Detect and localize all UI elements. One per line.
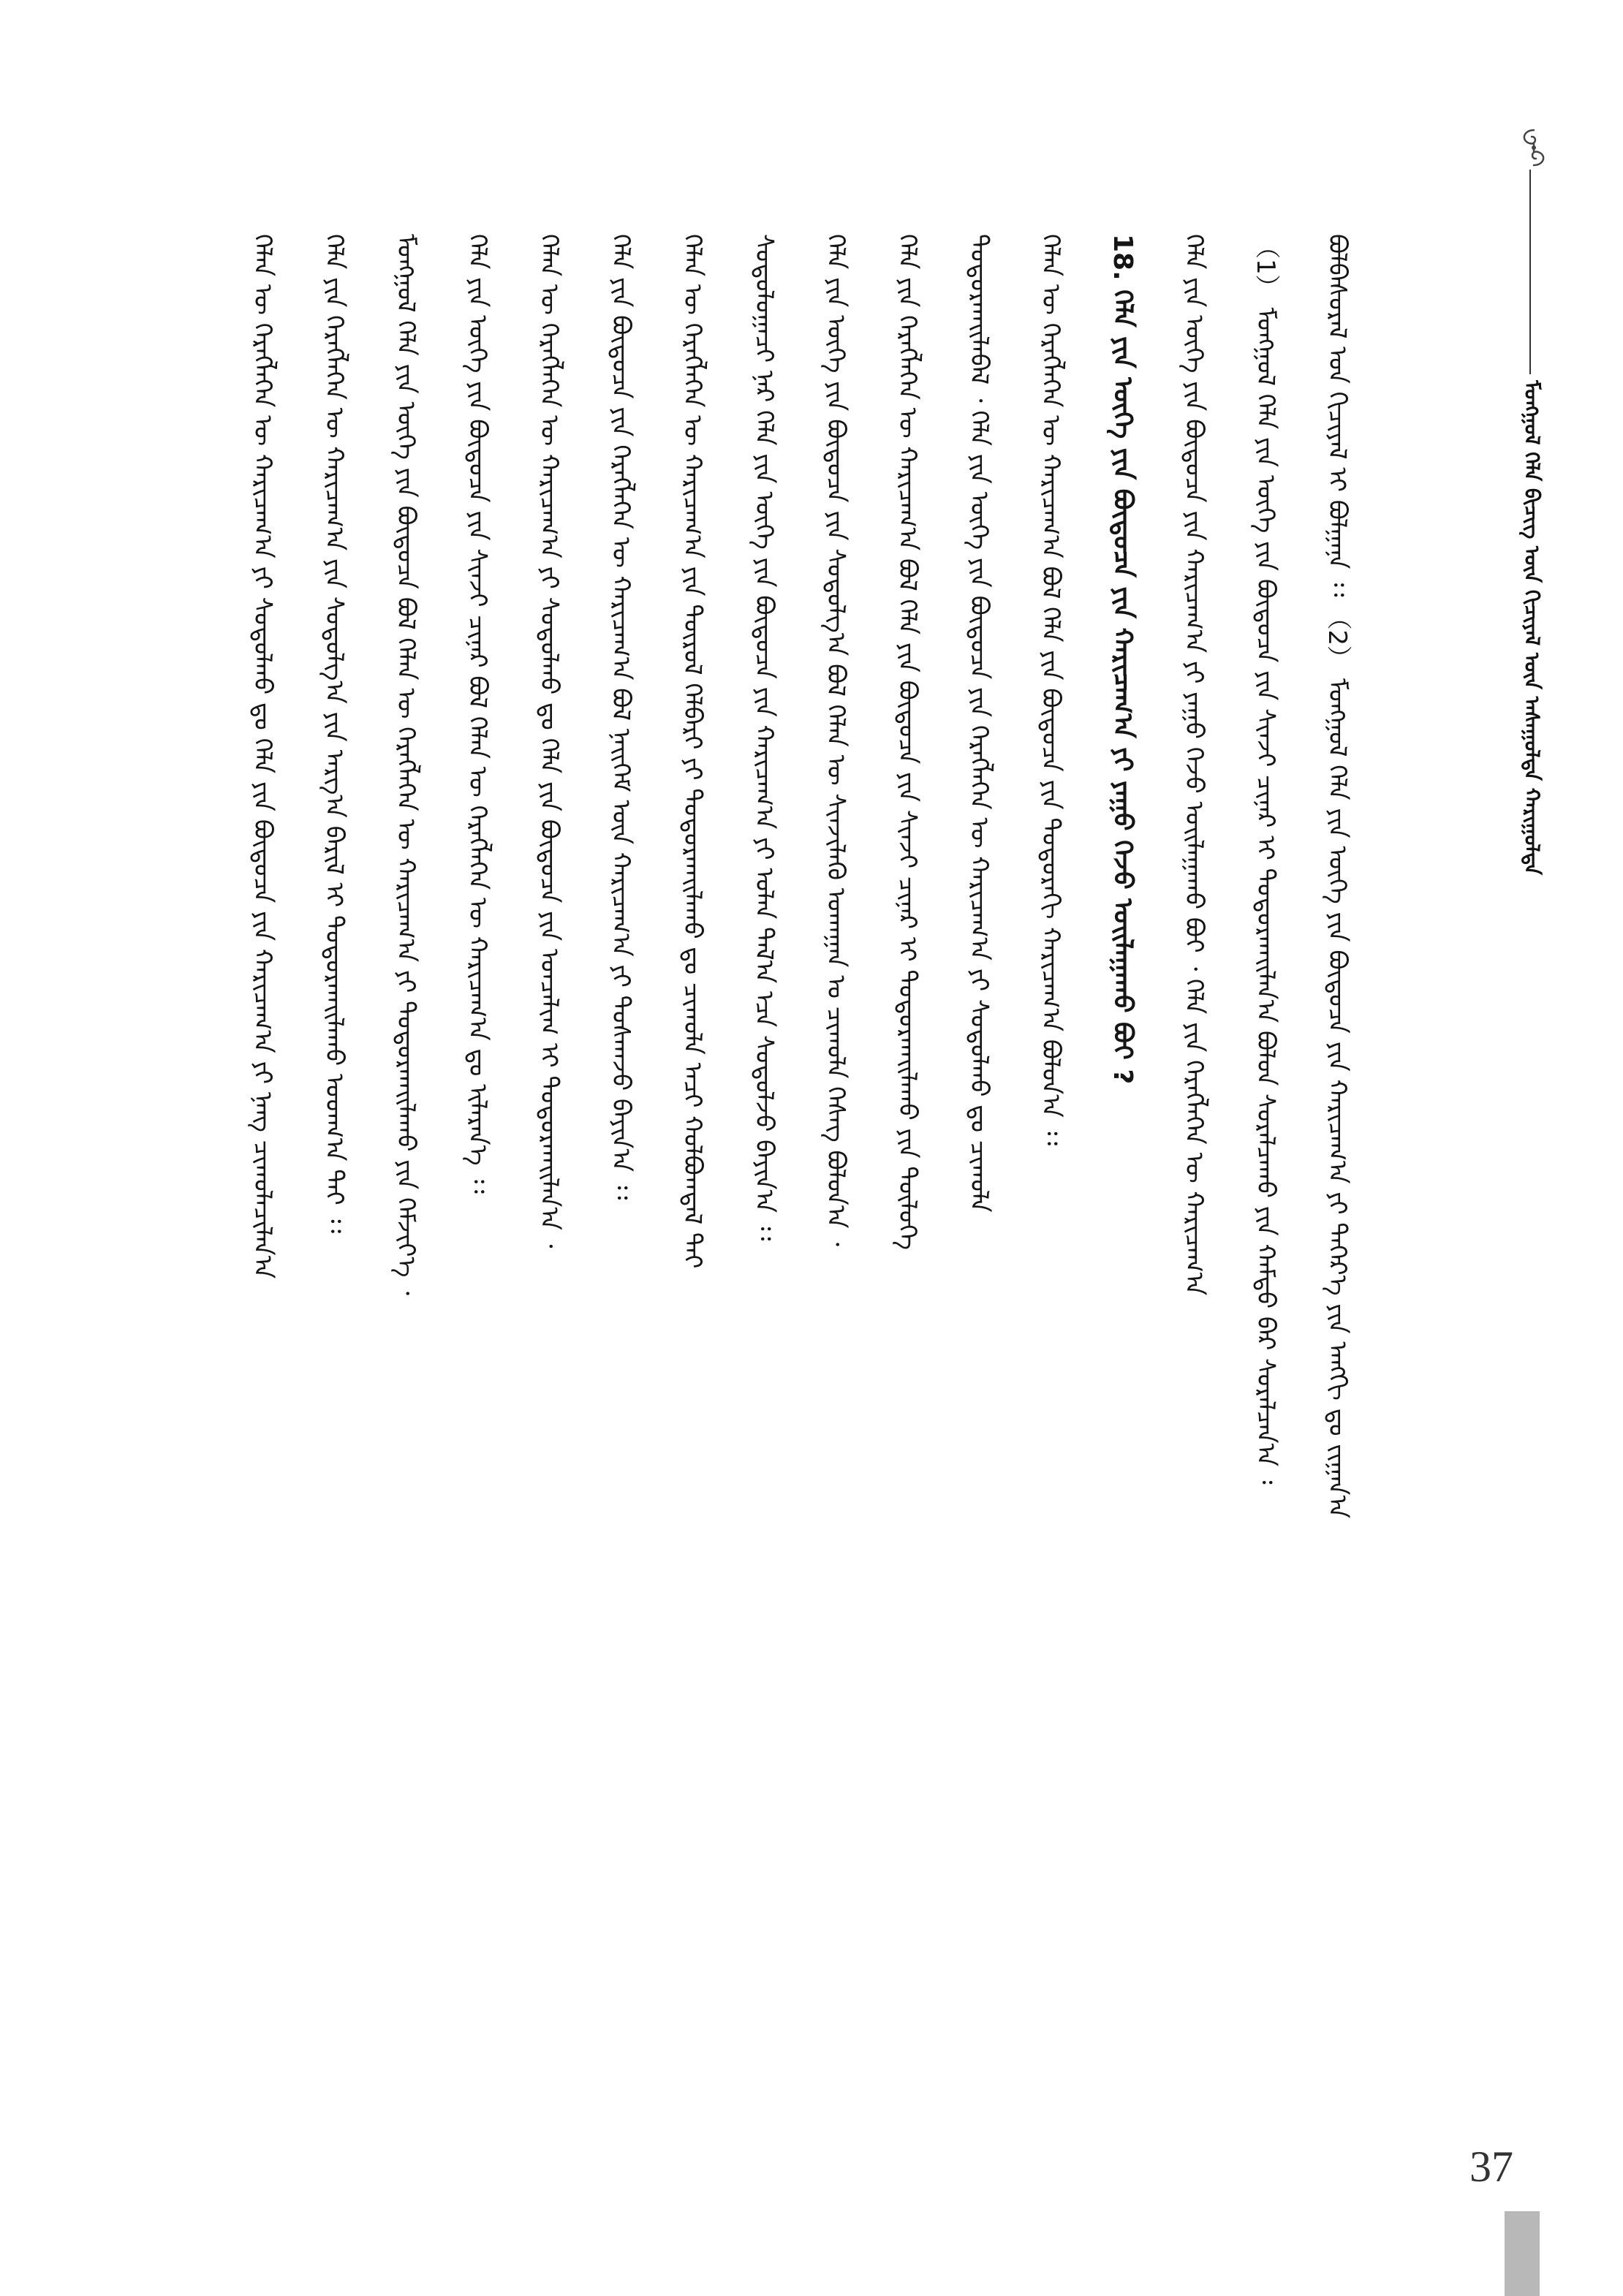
text-column: （1） ᠮᠣᠩᠭᠣᠯ ᠬᠡᠯᠡ ᠶᠢᠨ ᠦᠭᠡ ᠶᠢᠨ ᠪᠦᠲᠦᠴᠡ ᠶᠢᠨ ᠰᠢᠨᠵᠢ ᠴᠢᠨᠠᠷ ᠢ ᠲᠣᠳᠣᠷᠬᠠᠢᠯᠠᠨ᠎ᠠ ᠪᠣᠯᠤᠨ ᠰᠤᠷᠠᠯᠴᠠᠬᠤ ᠶᠢᠨ ᠬᠠᠮᠲᠤ ᠪᠡᠷ ᠰᠤᠷᠠᠯᠴᠠᠨ᠎ᠠ ᠄ xyxy=(1251,234,1280,1485)
text-column: ᠬᠡᠯᠡᠨ ᠦ ᠬᠡᠷᠡᠭᠯᠡᠭᠡᠨ ᠦ ᠬᠠᠷᠢᠴᠠᠭ᠎ᠠ ᠶᠢ ᠰᠤᠳᠤᠯᠬᠤ ᠳᠤ ᠬᠡᠯᠡ ᠶᠢᠨ ᠪᠦᠲᠦᠴᠡ ᠶᠢᠨ ᠣᠨᠴᠠᠯᠢᠭ ᠢ ᠲᠣᠳᠣᠷᠬᠠᠢᠯᠠᠨ᠎ᠠ ᠂ xyxy=(534,234,564,1249)
text-column: ᠬᠡᠯᠡ ᠶᠢᠨ ᠦᠭᠡ ᠶᠢᠨ ᠪᠦᠲᠦᠴᠡ ᠶᠢᠨ ᠰᠤᠳᠤᠯᠭ᠎ᠠ ᠪᠣᠯ ᠬᠡᠯᠡᠨ ᠦ ᠰᠢᠨᠵᠢᠯᠡᠬᠦ ᠤᠬᠠᠭᠠᠨ ᠤ ᠴᠢᠬᠤᠯᠠ ᠬᠡᠰᠡᠭ ᠪᠣᠯᠤᠨ᠎ᠠ ᠂ xyxy=(821,234,850,1247)
text-column: ᠬᠡᠯᠡ ᠶᠢᠨ ᠦᠭᠡ ᠶᠢᠨ ᠪᠦᠲᠦᠴᠡ ᠶᠢᠨ ᠬᠠᠷᠢᠴᠠᠭ᠎ᠠ ᠶᠢ ᠶᠠᠭᠤ ᠭᠡᠵᠦ ᠣᠢᠯᠠᠭᠠᠬᠤ ᠪᠣᠢ ᠂ ᠬᠡᠯᠡ ᠶᠢᠨ ᠬᠡᠷᠡᠭᠯᠡᠭᠡᠨ ᠦ ᠬᠠᠷᠢᠴᠠᠭ᠎ᠠ xyxy=(1179,234,1208,1296)
text-column: ᠬᠡᠯᠡ ᠶᠢᠨ ᠪᠦᠲᠦᠴᠡ ᠶᠢᠨ ᠬᠡᠷᠡᠭᠯᠡᠭᠡᠨ ᠦ ᠬᠠᠷᠢᠴᠠᠭ᠎ᠠ ᠪᠣᠯ ᠨᠡᠢᠭᠡᠮ ᠦᠨ ᠬᠠᠷᠢᠴᠠᠭ᠎ᠠ ᠶᠢ ᠲᠤᠰᠬᠠᠵᠤ ᠪᠠᠶᠢᠨ᠎ᠠ ᠄᠄ xyxy=(606,234,635,1200)
text-column: ᠰᠤᠳᠤᠯᠤᠭᠠᠴᠢ ᠨᠠᠷ ᠬᠡᠯᠡ ᠶᠢᠨ ᠦᠭᠡ ᠶᠢᠨ ᠪᠦᠲᠦᠴᠡ ᠶᠢᠨ ᠬᠠᠷᠢᠴᠠᠭ᠎ᠠ ᠶᠢ ᠣᠯᠠᠨ ᠲᠠᠯ᠎ᠠ ᠡᠴᠡ ᠰᠤᠳᠤᠯᠵᠤ ᠪᠠᠶᠢᠨ᠎ᠠ ᠄᠄ xyxy=(749,234,779,1241)
text-column: ᠬᠡᠯᠡᠨ ᠦ ᠬᠡᠷᠡᠭᠯᠡᠭᠡᠨ ᠦ ᠬᠠᠷᠢᠴᠠᠭ᠎ᠠ ᠶᠢ ᠰᠤᠳᠤᠯᠬᠤ ᠳᠤ ᠬᠡᠯᠡ ᠶᠢᠨ ᠪᠦᠲᠦᠴᠡ ᠶᠢᠨ ᠬᠠᠷᠢᠴᠠᠭ᠎ᠠ ᠶᠢ ᠨᠡᠩ ᠴᠢᠬᠤᠯᠠᠴᠢᠯᠠᠨ᠎ᠠ xyxy=(248,234,277,1279)
text-column: ᠬᠡᠯᠡ ᠶᠢᠨ ᠦᠭᠡ ᠶᠢᠨ ᠪᠦᠲᠦᠴᠡ ᠶᠢᠨ ᠰᠢᠨᠵᠢ ᠴᠢᠨᠠᠷ ᠪᠣᠯ ᠬᠡᠯᠡᠨ ᠦ ᠬᠡᠷᠡᠭᠯᠡᠭᠡᠨ ᠦ ᠬᠠᠷᠢᠴᠠᠭ᠎ᠠ ᠳᠤ ᠢᠯᠡᠷᠡᠨ᠎ᠡ ᠄᠄ xyxy=(463,234,492,1194)
thumb-index-tab xyxy=(1505,2211,1540,2296)
text-column: ᠬᠡᠯᠡ ᠶᠢᠨ ᠬᠡᠷᠡᠭᠯᠡᠭᠡᠨ ᠦ ᠬᠠᠷᠢᠴᠠᠭ᠎ᠠ ᠪᠣᠯ ᠬᠡᠯᠡ ᠶᠢᠨ ᠪᠦᠲᠦᠴᠡ ᠶᠢᠨ ᠰᠢᠨᠵᠢ ᠴᠢᠨᠠᠷ ᠢ ᠲᠣᠳᠣᠷᠬᠠᠢᠯᠠᠬᠤ ᠶᠢᠨ ᠲᠥᠯᠥᠭᠡ xyxy=(893,234,922,1250)
running-header-title: ᠮᠣᠩᠭᠣᠯ ᠬᠡᠯᠡ ᠪᠢᠴᠢᠭ ᠦᠨ ᠬᠢᠴᠢᠶᠡᠯ ᠦᠨ ᠠᠰᠠᠭᠤᠯᠲᠠ ᠬᠠᠷᠢᠭᠤᠯᠲᠠ xyxy=(1520,380,1544,876)
text-column: ᠮᠣᠩᠭᠣᠯ ᠬᠡᠯᠡ ᠶᠢᠨ ᠦᠭᠡ ᠶᠢᠨ ᠪᠦᠲᠦᠴᠡ ᠪᠣᠯ ᠬᠡᠯᠡᠨ ᠦ ᠬᠡᠷᠡᠭᠯᠡᠭᠡᠨ ᠦ ᠬᠠᠷᠢᠴᠠᠭ᠎ᠠ ᠶᠢ ᠲᠣᠳᠣᠷᠬᠠᠢᠯᠠᠬᠤ ᠶᠢᠨ ᠬᠡᠮᠵᠢᠶ᠎ᠡ ᠂ xyxy=(391,234,420,1295)
page-number: 37 xyxy=(1469,2142,1513,2191)
text-body xyxy=(219,234,1360,2003)
text-column: ᠬᠡᠯᠡᠨ ᠦ ᠬᠡᠷᠡᠭᠯᠡᠭᠡᠨ ᠦ ᠬᠠᠷᠢᠴᠠᠭ᠎ᠠ ᠪᠣᠯ ᠬᠡᠯᠡ ᠶᠢᠨ ᠪᠦᠲᠦᠴᠡ ᠶᠢᠨ ᠳᠣᠲᠣᠷᠠᠬᠢ ᠬᠠᠷᠢᠴᠠᠭ᠎ᠠ ᠪᠣᠯᠤᠨ᠎ᠠ ᠄᠄ xyxy=(1036,234,1065,1146)
text-column: ᠲᠣᠳᠣᠷᠬᠠᠢᠯᠠᠪᠠᠯ ᠂ ᠬᠡᠯᠡ ᠶᠢᠨ ᠦᠭᠡ ᠶᠢᠨ ᠪᠦᠲᠦᠴᠡ ᠶᠢᠨ ᠬᠡᠷᠡᠭᠯᠡᠭᠡᠨ ᠦ ᠬᠠᠷᠢᠴᠠᠭ᠎ᠠ ᠶᠢ ᠰᠤᠳᠤᠯᠬᠤ ᠳᠤ ᠴᠢᠬᠤᠯᠠ xyxy=(964,234,994,1213)
header-rule xyxy=(1529,170,1531,374)
text-column: ᠬᠡᠯᠡᠨ ᠦ ᠬᠡᠷᠡᠭᠯᠡᠭᠡᠨ ᠦ ᠬᠠᠷᠢᠴᠠᠭ᠎ᠠ ᠶᠢᠨ ᠲᠥᠷᠥᠯ ᠬᠡᠯᠪᠡᠷᠢ ᠶᠢ ᠲᠣᠳᠣᠷᠬᠠᠢᠯᠠᠬᠤ ᠳᠤ ᠴᠢᠬᠤᠯᠠ ᠠᠴᠢ ᠬᠣᠯᠪᠣᠭᠳᠠᠯ ᠲᠠᠢ xyxy=(678,234,707,1269)
text-column: ᠪᠣᠯᠪᠠᠰᠤᠷᠠᠯ ᠤᠨ ᠬᠢᠴᠢᠶᠡᠯ ᠢ ᠪᠣᠯᠭᠠᠨᠠ ᠄᠄ （2） ᠮᠣᠩᠭᠣᠯ ᠬᠡᠯᠡ ᠶᠢᠨ ᠦᠭᠡ ᠶᠢᠨ ᠪᠦᠲᠦᠴᠡ ᠶᠢᠨ ᠬᠠᠷᠢᠴᠠᠭ᠎ᠠ ᠶᠢ ᠳᠡᠭᠡᠷ᠎ᠡ ᠶᠢᠨ ᠠᠩᠭᠢ ᠳᠤ ᠵᠢᠭᠠᠨ᠎ᠠ xyxy=(1323,234,1352,1519)
section-heading: 18. ᠬᠡᠯᠡ ᠶᠢᠨ ᠦᠭᠡ ᠶᠢᠨ ᠪᠦᠲᠦᠴᠡ ᠶᠢᠨ ᠬᠠᠷᠢᠴᠠᠭ᠎ᠠ ᠶᠢ ᠶᠠᠭᠤ ᠭᠡᠵᠦ ᠣᠢᠯᠠᠭᠠᠬᠤ ᠪᠣᠢ ? xyxy=(1108,234,1138,1085)
text-column: ᠬᠡᠯᠡ ᠶᠢᠨ ᠬᠡᠷᠡᠭᠯᠡᠭᠡᠨ ᠦ ᠬᠠᠷᠢᠴᠠᠭ᠎ᠠ ᠶᠢᠨ ᠰᠤᠳᠤᠯᠭ᠎ᠠ ᠶᠢᠨ ᠠᠷᠭ᠎ᠠ ᠪᠠᠷᠢᠯ ᠢ ᠲᠣᠳᠣᠷᠬᠠᠢᠯᠠᠬᠤ ᠤᠳᠬ᠎ᠠ ᠲᠠᠢ ᠄᠄ xyxy=(319,234,349,1234)
swirl-ornament-icon xyxy=(1512,126,1556,170)
